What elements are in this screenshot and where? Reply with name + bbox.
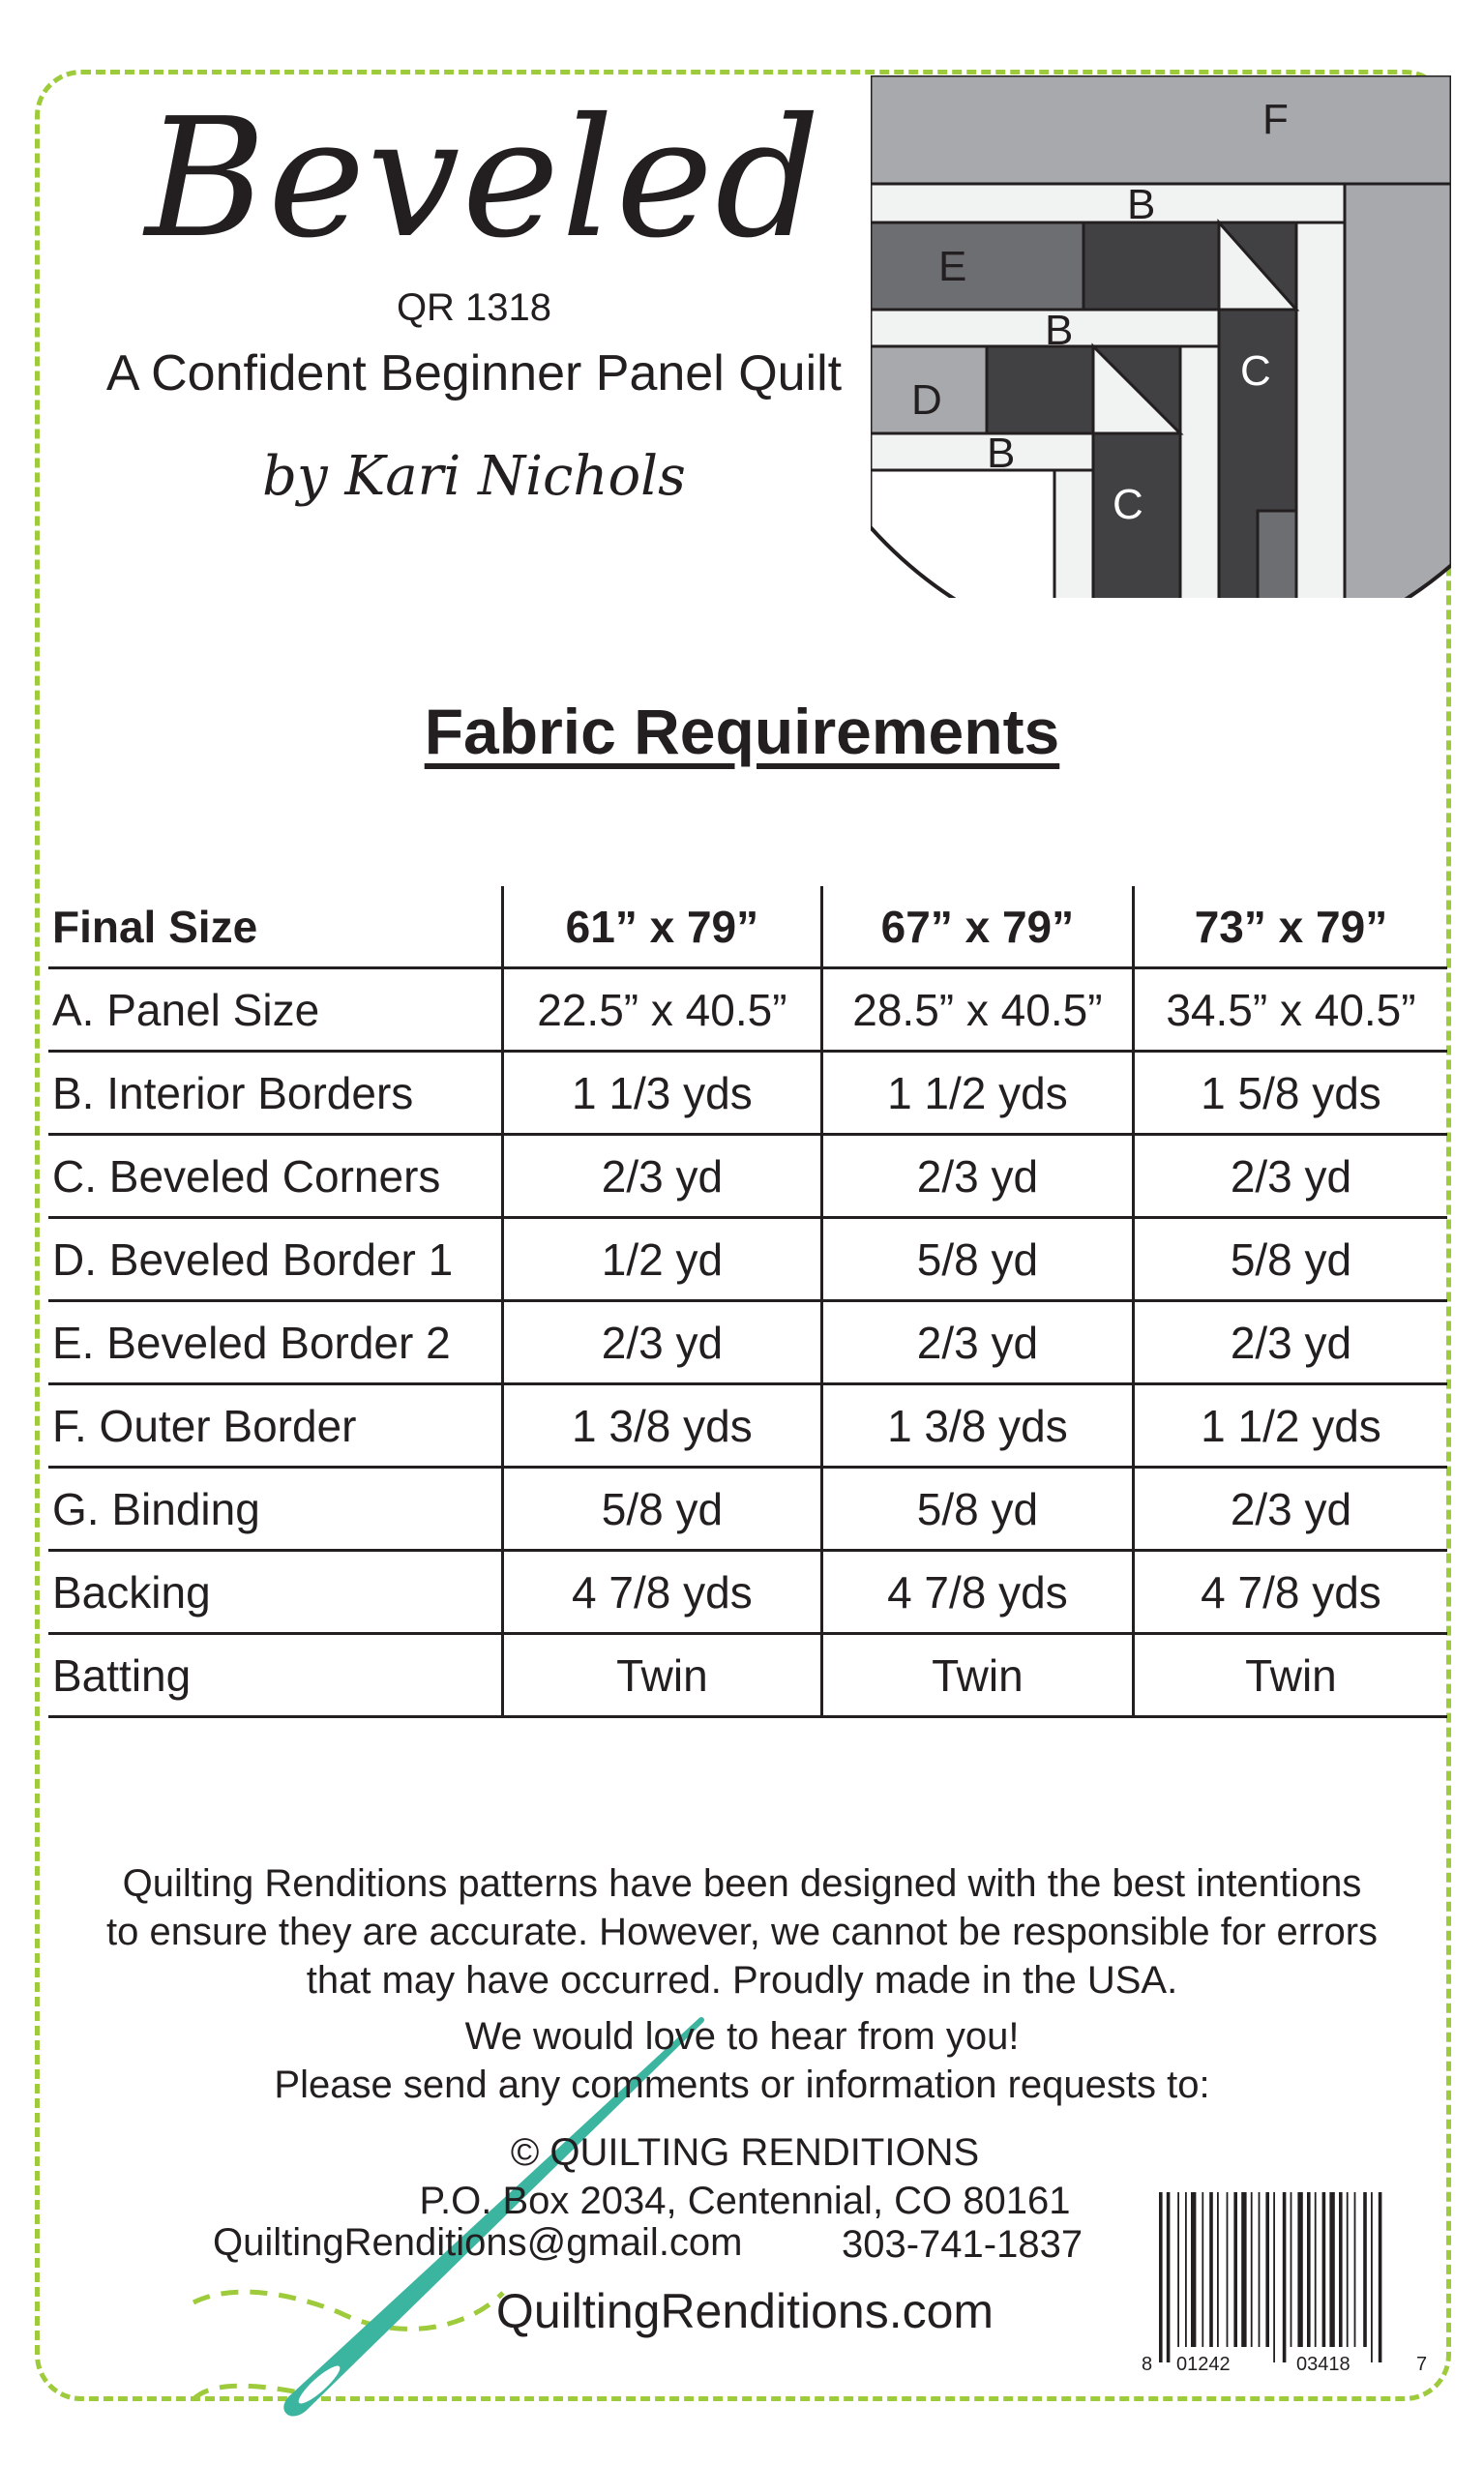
designer-byline: by Kari Nichols xyxy=(262,445,686,508)
contact-line: We would love to hear from you! xyxy=(464,2015,1020,2058)
barcode-bar xyxy=(1283,2192,1287,2362)
barcode-bar xyxy=(1191,2192,1196,2347)
row-label: E. Beveled Border 2 xyxy=(48,1301,502,1384)
barcode-bar xyxy=(1307,2192,1311,2347)
barcode-bar xyxy=(1371,2192,1373,2362)
cell-value: Twin xyxy=(1133,1634,1447,1717)
quilt-corner-diagram xyxy=(871,75,1451,598)
row-label: F. Outer Border xyxy=(48,1384,502,1468)
label-c2: C xyxy=(1113,481,1143,528)
header-size-1: 61” x 79” xyxy=(502,886,821,968)
cell-value: 1 1/2 yds xyxy=(1133,1384,1447,1468)
table-header-row xyxy=(48,886,1447,968)
cell-value: Twin xyxy=(502,1634,821,1717)
barcode-bar xyxy=(1379,2192,1382,2362)
table-row xyxy=(48,1634,1447,1717)
barcode-bar xyxy=(1265,2192,1269,2347)
fabric-e xyxy=(871,223,1083,310)
label-c1: C xyxy=(1240,347,1271,395)
cell-value: 4 7/8 yds xyxy=(1133,1551,1447,1634)
barcode-bar xyxy=(1209,2192,1213,2347)
contact-email[interactable]: QuiltingRenditions@gmail.com xyxy=(213,2221,743,2264)
disclaimer-line: Quilting Renditions patterns have been designed with the best intentions xyxy=(122,1862,1362,1905)
cell-value: 22.5” x 40.5” xyxy=(502,968,821,1052)
fabric-f-side xyxy=(1345,184,1451,598)
cell-value: 2/3 yd xyxy=(502,1135,821,1218)
barcode-bar xyxy=(1202,2192,1203,2347)
cell-value: 1/2 yd xyxy=(502,1218,821,1301)
disclaimer-line: that may have occurred. Proudly made in the USA. xyxy=(306,1959,1178,2002)
barcode-bar xyxy=(1339,2192,1343,2347)
cell-value: 5/8 yd xyxy=(821,1218,1133,1301)
cell-value: 34.5” x 40.5” xyxy=(1133,968,1447,1052)
cell-value: 2/3 yd xyxy=(821,1135,1133,1218)
header-size-2: 67” x 79” xyxy=(821,886,1133,968)
pattern-subtitle: A Confident Beginner Panel Quilt xyxy=(105,345,843,401)
label-d: D xyxy=(911,376,942,424)
contact-line: Please send any comments or information requests to: xyxy=(274,2064,1210,2106)
barcode-bar xyxy=(1233,2192,1237,2347)
row-label: A. Panel Size xyxy=(48,968,502,1052)
header-size-3: 73” x 79” xyxy=(1133,886,1447,968)
fabric-b-side xyxy=(1296,223,1345,598)
barcode-bar xyxy=(1167,2192,1171,2362)
company-website[interactable]: QuiltingRenditions.com xyxy=(495,2284,994,2338)
table-row xyxy=(48,1301,1447,1384)
fabric-panel xyxy=(871,470,1054,598)
fabric-b-mid-side xyxy=(1180,346,1219,598)
postal-address: P.O. Box 2034, Centennial, CO 80161 xyxy=(419,2180,1071,2222)
company-name: © QUILTING RENDITIONS xyxy=(510,2131,980,2174)
pattern-code: QR 1318 xyxy=(396,286,552,329)
row-label: C. Beveled Corners xyxy=(48,1135,502,1218)
upc-barcode xyxy=(1142,2192,1432,2376)
table-row xyxy=(48,1384,1447,1468)
table-row xyxy=(48,1468,1447,1551)
fabric-e-side-low xyxy=(1258,511,1296,598)
barcode-bar xyxy=(1159,2192,1163,2362)
contact-phone: 303-741-1837 xyxy=(842,2223,1083,2266)
label-b2: B xyxy=(1045,307,1074,354)
barcode-bar xyxy=(1291,2192,1292,2347)
cell-value: Twin xyxy=(821,1634,1133,1717)
fabric-b-low xyxy=(871,433,1093,470)
barcode-bar xyxy=(1241,2192,1246,2347)
barcode-bar xyxy=(1347,2192,1349,2347)
fabric-e-dark xyxy=(1083,223,1219,310)
barcode-bar xyxy=(1329,2192,1334,2347)
row-label: Backing xyxy=(48,1551,502,1634)
barcode-bar xyxy=(1217,2192,1219,2347)
barcode-bar xyxy=(1297,2192,1302,2347)
table-row xyxy=(48,1052,1447,1135)
row-label: D. Beveled Border 1 xyxy=(48,1218,502,1301)
label-b3: B xyxy=(987,430,1016,477)
contact-invite xyxy=(145,2012,1339,2109)
cell-value: 5/8 yd xyxy=(821,1468,1133,1551)
cell-value: 4 7/8 yds xyxy=(502,1551,821,1634)
barcode-bar xyxy=(1315,2192,1317,2347)
company-address-block xyxy=(290,2128,1200,2225)
cell-value: 5/8 yd xyxy=(1133,1218,1447,1301)
barcode-bar xyxy=(1259,2192,1261,2347)
row-label: G. Binding xyxy=(48,1468,502,1551)
cell-value: 2/3 yd xyxy=(1133,1135,1447,1218)
cell-value: 1 1/3 yds xyxy=(502,1052,821,1135)
barcode-bar xyxy=(1185,2192,1187,2347)
barcode-digit-check: 7 xyxy=(1416,2354,1428,2375)
pattern-title: Beveled xyxy=(145,83,822,275)
fabric-requirements-table xyxy=(48,886,1447,1718)
table-row xyxy=(48,1218,1447,1301)
barcode-bars xyxy=(1159,2192,1381,2362)
barcode-bar xyxy=(1354,2192,1356,2347)
fabric-f-top xyxy=(871,75,1451,184)
cell-value: 2/3 yd xyxy=(1133,1301,1447,1384)
barcode-bar xyxy=(1363,2192,1367,2347)
cell-value: 2/3 yd xyxy=(821,1301,1133,1384)
label-b1: B xyxy=(1127,181,1156,228)
barcode-digit-lead: 8 xyxy=(1142,2354,1153,2375)
fabric-requirements-heading: Fabric Requirements xyxy=(424,696,1060,767)
label-e: E xyxy=(938,243,967,290)
disclaimer-line: to ensure they are accurate. However, we cannot be responsible for errors xyxy=(105,1911,1379,1953)
barcode-group-1: 01242 xyxy=(1176,2354,1231,2375)
cell-value: 4 7/8 yds xyxy=(821,1551,1133,1634)
cell-value: 2/3 yd xyxy=(1133,1468,1447,1551)
cell-value: 1 3/8 yds xyxy=(821,1384,1133,1468)
barcode-bar xyxy=(1227,2192,1229,2347)
row-label: B. Interior Borders xyxy=(48,1052,502,1135)
table-row xyxy=(48,968,1447,1052)
fabric-b-top xyxy=(871,184,1345,223)
header-final-size: Final Size xyxy=(48,886,502,968)
barcode-group-2: 03418 xyxy=(1296,2354,1350,2375)
fabric-d-dark xyxy=(987,346,1093,433)
fabric-b-low-side xyxy=(1054,470,1093,598)
barcode-bar xyxy=(1177,2192,1179,2347)
barcode-bar xyxy=(1322,2192,1326,2347)
cell-value: 1 3/8 yds xyxy=(502,1384,821,1468)
barcode-bar xyxy=(1273,2192,1275,2362)
disclaimer-text xyxy=(39,1859,1445,2005)
barcode-bar xyxy=(1251,2192,1253,2347)
table-row xyxy=(48,1551,1447,1634)
row-label: Batting xyxy=(48,1634,502,1717)
label-f: F xyxy=(1262,96,1289,143)
table-row xyxy=(48,1135,1447,1218)
cell-value: 1 1/2 yds xyxy=(821,1052,1133,1135)
cell-value: 28.5” x 40.5” xyxy=(821,968,1133,1052)
cell-value: 2/3 yd xyxy=(502,1301,821,1384)
cell-value: 1 5/8 yds xyxy=(1133,1052,1447,1135)
cell-value: 5/8 yd xyxy=(502,1468,821,1551)
